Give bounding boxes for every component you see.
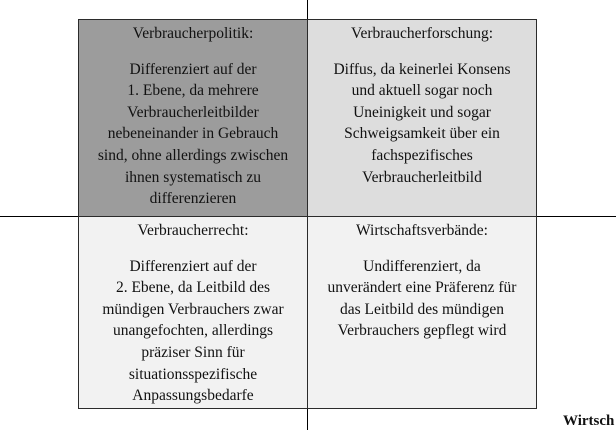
- axis-label-right: Wirtsch: [563, 413, 615, 429]
- text-line: Diffus, da keinerlei Konsens: [333, 60, 511, 78]
- quadrant-verbraucherforschung: [307, 19, 537, 217]
- text-line: unangefochten, allerdings: [112, 322, 274, 340]
- text-line: unverändert eine Präferenz für: [327, 279, 517, 297]
- quadrant-verbraucherpolitik: [78, 19, 308, 217]
- quadrant-title: Wirtschaftsverbände:: [356, 222, 488, 239]
- text-line: Differenziert auf der: [129, 257, 257, 275]
- text-line: Schweigsamkeit über ein: [344, 125, 500, 143]
- quadrant-title: Verbraucherpolitik:: [132, 25, 254, 42]
- text-line: Uneinigkeit und sogar: [353, 103, 491, 121]
- text-line: präziser Sinn für: [141, 343, 245, 361]
- text-line: das Leitbild des mündigen: [339, 300, 504, 318]
- quadrant-text: [308, 59, 536, 189]
- text-line: Verbrauchers gepflegt wird: [337, 322, 507, 340]
- quadrant-text: [79, 59, 307, 210]
- text-line: 2. Ebene, da Leitbild des: [115, 279, 271, 297]
- text-line: situationsspezifische: [128, 365, 258, 383]
- quadrant-title: Verbraucherrecht:: [137, 222, 249, 239]
- text-line: Anpassungsbedarfe: [132, 387, 254, 405]
- quadrant-title: Verbraucherforschung:: [350, 25, 494, 42]
- text-line: fachspezifisches: [371, 146, 473, 164]
- quadrant-text: [308, 256, 536, 342]
- text-line: Undifferenziert, da: [363, 257, 481, 275]
- text-line: ihnen systematisch zu: [124, 168, 262, 186]
- quadrant-text: [79, 256, 307, 407]
- text-line: nebeneinander in Gebrauch: [107, 125, 279, 143]
- text-line: mündigen Verbrauchers zwar: [102, 300, 284, 318]
- text-line: Verbraucherleitbild: [362, 168, 482, 186]
- text-line: differenzieren: [149, 190, 237, 208]
- text-line: 1. Ebene, da mehrere: [127, 82, 259, 100]
- text-line: und aktuell sogar noch: [351, 82, 493, 100]
- text-line: sind, ohne allerdings zwischen: [97, 146, 289, 164]
- quadrant-verbraucherrecht: [78, 216, 308, 409]
- quadrant-wirtschaftsverbaende: [307, 216, 537, 409]
- text-line: Verbraucherleitbilder: [127, 103, 259, 121]
- text-line: Differenziert auf der: [129, 60, 257, 78]
